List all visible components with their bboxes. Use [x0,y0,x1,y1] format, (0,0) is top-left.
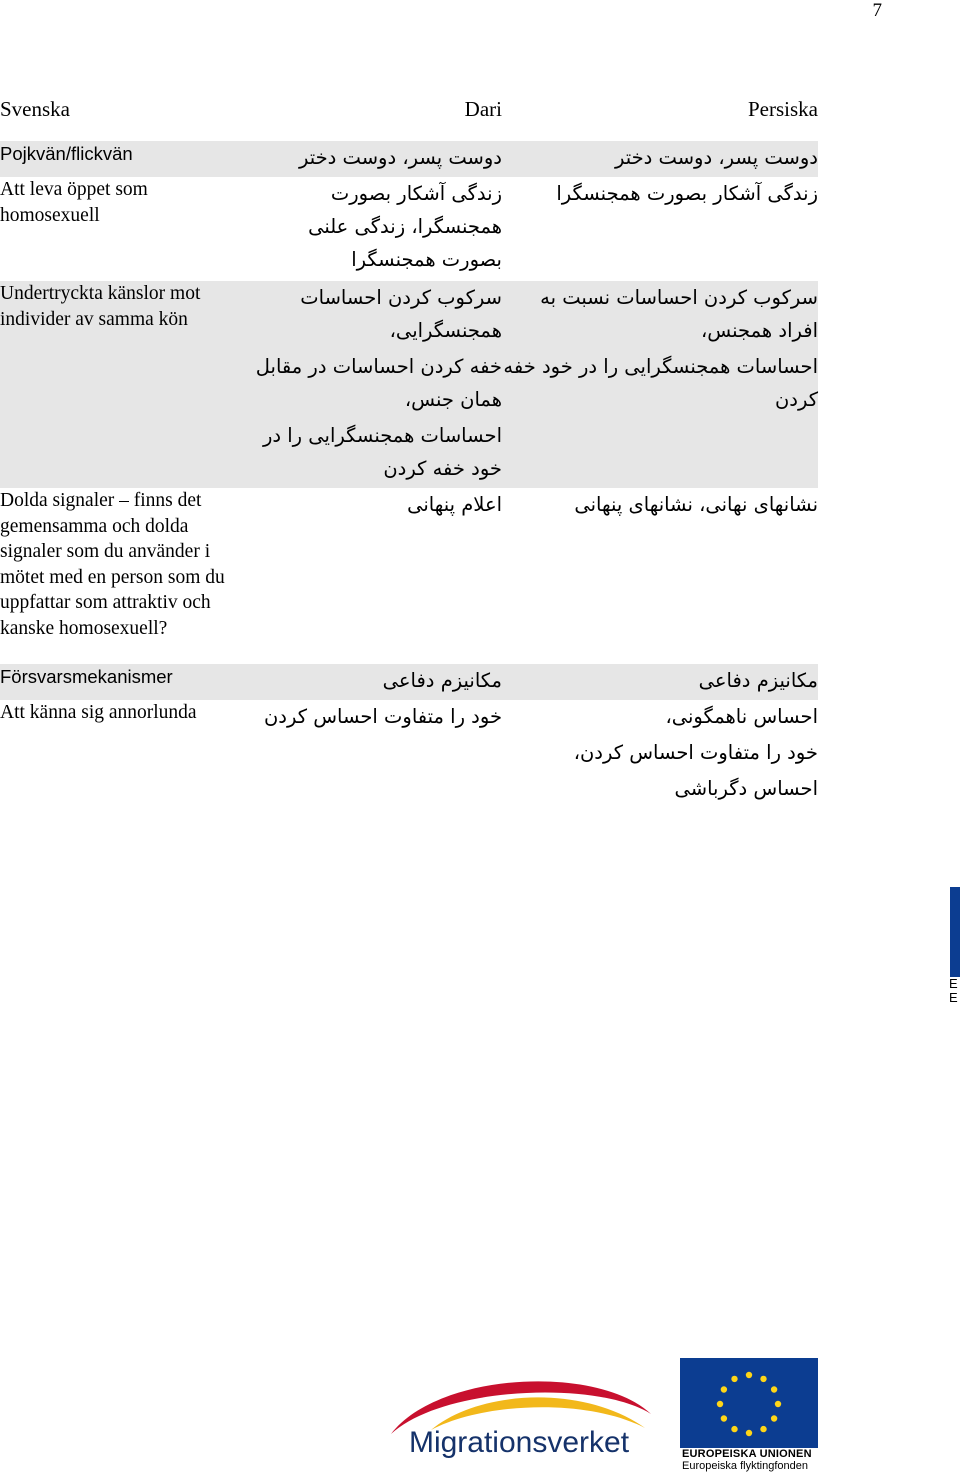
persian-term [502,177,818,281]
eu-caption-line-1: EUROPEISKA UNIONEN [682,1448,812,1460]
dari-line: زندگی آشکار بصورت همجنسگرا، زندگی علنی بصورت همجنسگرا [308,182,502,271]
header-persiska: Persiska [748,97,818,121]
swedish-term: Undertryckta känslor mot individer av samma kön [0,281,242,488]
dari-line: خود را متفاوت احساس کردن [263,705,502,728]
persian-line: زندگی آشکار بصورت همجنسگرا [556,182,818,205]
dari-term [242,488,502,664]
persian-term [502,281,818,488]
dari-term [242,177,502,281]
table-row [0,141,818,177]
table-row [0,177,818,281]
persian-term [502,664,818,700]
table-row [0,281,818,488]
swedish-term: Dolda signaler – finns det gemensamma och dolda signaler som du använder i mötet med en person som du uppfattar som attraktiv och kanske homosexuell? [0,490,225,639]
persian-line: دوست پسر، دوست دختر [614,146,818,169]
header-svenska: Svenska [0,97,70,121]
page-number: 7 [872,0,882,21]
header-dari: Dari [464,97,502,121]
edge-letter: E [949,976,958,991]
dari-term [242,664,502,700]
eu-caption-line-2: Europeiska flyktingfonden [682,1460,808,1472]
persian-line: احساس دگرباشی [674,777,818,800]
dari-term [242,141,502,177]
eu-flag-edge [950,887,960,977]
migrationsverket-logo [383,1362,655,1467]
edge-letters [949,977,958,1005]
dari-line: خفه کردن احساسات در مقابل همان جنس، [255,355,502,411]
persian-term [502,141,818,177]
persian-line: سرکوب کردن احساسات نسبت به افراد همجنس، [540,286,818,342]
persian-line: خود را متفاوت احساس کردن، [573,741,818,764]
vocabulary-table [0,97,818,808]
swedish-term: Att känna sig annorlunda [0,702,197,723]
table-row [0,488,818,664]
persian-line: مکانیزم دفاعی [698,669,818,692]
swedish-term: Försvarsmekanismer [0,664,242,700]
persian-line: احساسات همجنسگرایی را در خود خفه کردن [503,355,818,411]
dari-term [242,700,502,808]
migrationsverket-wordmark: Migrationsverket [408,1426,630,1459]
table-row [0,700,818,808]
dari-line: مکانیزم دفاعی [382,669,502,692]
table-header-row [0,97,818,141]
dari-term [242,281,502,488]
swedish-term: Att leva öppet som homosexuell [0,179,148,226]
eu-caption [682,1448,812,1472]
dari-line: احساسات همجنسگرایی را در خود خفه کردن [262,424,502,480]
swedish-term: Pojkvän/flickvän [0,141,242,177]
table-row [0,664,818,700]
edge-letter: E [949,990,958,1005]
persian-term [502,700,818,808]
dari-line: دوست پسر، دوست دختر [298,146,502,169]
persian-line: نشانهای نهانی، نشانهای پنهانی [574,493,818,516]
persian-term [502,488,818,664]
dari-line: سرکوب کردن احساسات همجنسگرایی، [300,286,502,342]
dari-line: اعلام پنهانی [407,493,502,516]
persian-line: احساس ناهمگونی، [665,705,818,728]
